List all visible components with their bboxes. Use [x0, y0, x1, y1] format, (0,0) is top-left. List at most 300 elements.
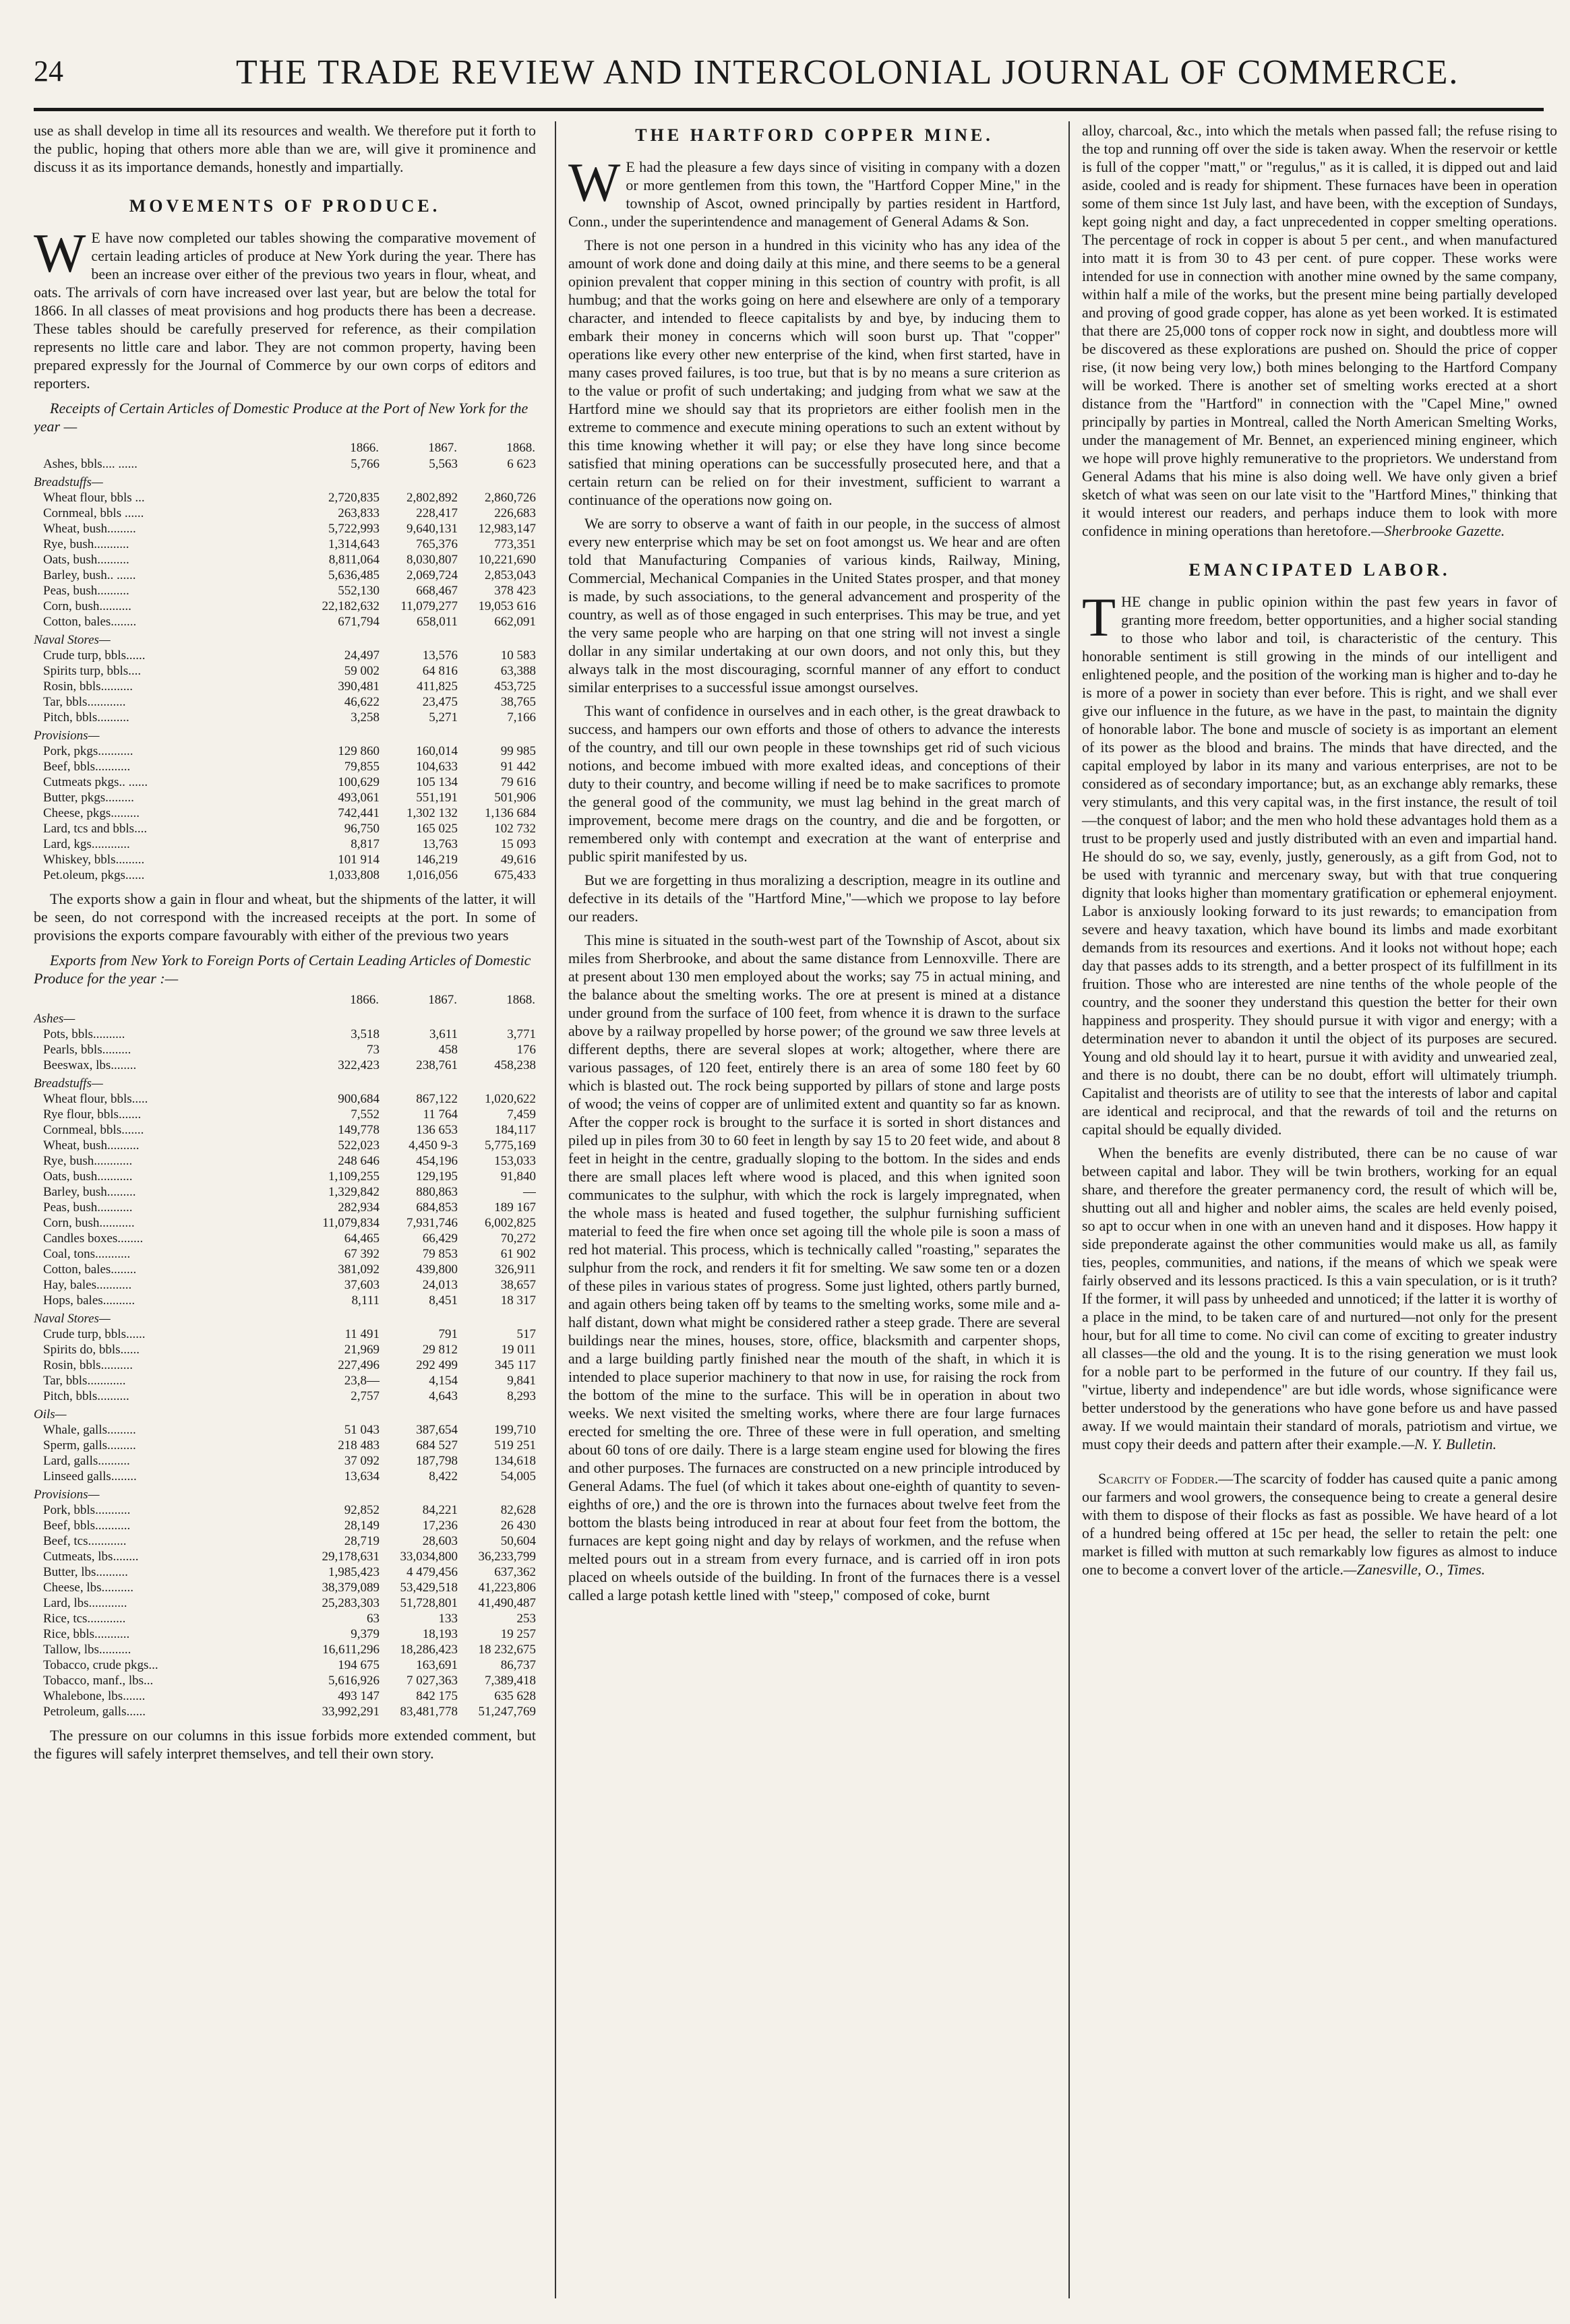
table-cell-value: 59 002 — [344, 664, 380, 678]
table-row — [34, 743, 536, 759]
table-row — [34, 1184, 536, 1200]
table-section-label: Provisions— — [34, 729, 100, 743]
table-row — [34, 1518, 536, 1533]
table-cell-value: 51,728,801 — [400, 1596, 458, 1610]
table-row-label: Wheat, bush.......... — [43, 1138, 140, 1153]
table-row-label: Wheat, bush......... — [43, 522, 136, 536]
table-cell-value: 163,691 — [416, 1658, 458, 1672]
hartford-paragraph: We are sorry to observe a want of faith in our people, in the success of almost every new enterprise which may be set on foot amongst us. We hear and are often told that Manufacturing Companies of various kinds, Railway, Mining, Commercial, Mechanical Companies in the United States prosper, and that money is made, by such associations, to the general advancement and prosperity of the country, as well as of those engaged in such enterprises. This may be true, and yet the very same people who are harping on that one string will not invest a single dollar in any similar undertaking at our own doors, and not only this, but they always talk in the most discouraging, scornful manner of any effort to conduct similar enterprises to a successful issue amongst ourselves. — [568, 515, 1060, 696]
table-row — [34, 1342, 536, 1357]
table-cell-value: 63 — [367, 1612, 380, 1626]
movements-closing: The pressure on our columns in this issue forbids more extended comment, but the figures will safely interpret themselves, and tell their own story. — [34, 1727, 536, 1762]
hartford-paragraph: This want of confidence in ourselves and in each other, is the great drawback to success, and hampers our own efforts and those of others to advance the interests of the country, and till our own people in these townships get rid of such vicious notions, and become imbued with more exalted ideas, and conceptions of their duty to their country, and become willing if need be to make sacrifices to promote the general good of the community, we must lag behind in the great march of improvement, become mere drags on the country, and die and be forgotten, or remembered only with contempt and execration at the want of enterprise and public spirit manifested by us. — [568, 702, 1060, 865]
exports-year-row — [34, 991, 536, 1008]
table-cell-value: 21,969 — [344, 1343, 380, 1357]
table-row — [34, 1042, 536, 1058]
table-cell-value: 218 483 — [338, 1438, 380, 1452]
table-section-label: Ashes— — [34, 1012, 76, 1026]
table-row — [34, 1231, 536, 1246]
table-row — [34, 1595, 536, 1611]
table-row-label: Pearls, bbls......... — [43, 1043, 131, 1057]
table-row-label: Rye flour, bbls....... — [43, 1107, 142, 1122]
table-cell-value: 1,329,842 — [328, 1185, 380, 1199]
table-cell-value: 5,636,485 — [328, 568, 380, 582]
table-row-label: Spirits do, bbls...... — [43, 1343, 140, 1357]
table-cell-value: — — [523, 1185, 536, 1199]
table-cell-value: 519 251 — [494, 1438, 536, 1452]
table-row-label: Rosin, bbls.......... — [43, 679, 133, 694]
table-row — [34, 1533, 536, 1549]
table-cell-value: 7,931,746 — [406, 1216, 458, 1230]
table-cell-value: 153,033 — [494, 1154, 536, 1168]
table-cell-value: 458 — [438, 1043, 458, 1057]
table-row — [34, 1246, 536, 1262]
table-row-label: Rice, tcs............ — [43, 1612, 126, 1626]
table-row-label: Lard, tcs and bbls.... — [43, 822, 148, 836]
receipts-table — [34, 439, 536, 883]
table-cell-value: 439,800 — [416, 1262, 458, 1277]
emancipated-text: When the benefits are evenly distributed, there can be no cause of war between capital and labor. They will be twin brothers, working for an equal share, and therefore the greater permanency cord, the result of which will be, shutting out all and higher and nobler aims, the scales are held evenly poised, so apt to occur when in one with an uneven hand and it disposes. How happy it side preponderate against the other communities would make us all, as family ties, peoples, communities, and nations, if the means of which we speak were fairly observed and its lessons practiced. Is this a vain speculation, or is it truth? If the former, it will pass by unheeded and unnoticed; if the latter it is worthy of a place in the mind, to be taken care of and nurtured—not only for the present hour, but for all time to come. No civil can come of exciting to greater industry all classes—the old and the young. It is to the rising generation we must look for a noble part to be performed in the future of our country. If they fail us, "virtue, liberty and independence" are but idle words, whose significance were better understood by the generations who have gone before us and have passed away. If we would maintain their standard of morals, patriotism and virtue, we must copy their deeds and pattern after their example. — [1082, 1144, 1557, 1452]
table-row-label: Pet.oleum, pkgs...... — [43, 868, 145, 882]
table-row-label: Whiskey, bbls......... — [43, 853, 145, 867]
table-cell-value: 11,079,834 — [322, 1216, 380, 1230]
table-cell-value: 101 914 — [338, 853, 380, 867]
emancipated-dropcap: T — [1082, 586, 1116, 648]
table-row-label: Whale, galls......... — [43, 1423, 136, 1437]
table-row — [34, 1373, 536, 1388]
receipts-year: 1867. — [428, 441, 457, 455]
fodder-body: —The scarcity of fodder has caused quite a panic among our farmers and wool growers, the consequence being to create a general desire with them to dispose of their flocks as fast as possible. We have heard of a lot of a hundred being offered at 15c per head, the seller to retain the pelt: one market is filled with mutton at such remarkably low figures as almost to induce one to become a convert lover of the article. — [1082, 1470, 1557, 1578]
table-row — [34, 774, 536, 790]
table-cell-value: 136 653 — [416, 1123, 458, 1137]
table-row-label: Lard, lbs............ — [43, 1596, 127, 1610]
table-cell-value: 12,983,147 — [478, 522, 536, 536]
fodder-attribution: —Zanesville, O., Times. — [1343, 1561, 1486, 1578]
table-row-label: Pots, bbls.......... — [43, 1027, 125, 1041]
hartford-paragraph: But we are forgetting in thus moralizing a description, meagre in its outline and defective in its details of the "Hartford Mine,"—which we propose to lay before our readers. — [568, 872, 1060, 925]
table-cell-value: 46,622 — [344, 695, 380, 709]
table-cell-value: 25,283,303 — [322, 1596, 380, 1610]
table-cell-value: 4,154 — [429, 1374, 458, 1388]
table-cell-value: 791 — [438, 1327, 458, 1341]
table-cell-value: 63,388 — [500, 664, 536, 678]
table-cell-value: 83,481,778 — [400, 1705, 458, 1719]
table-cell-value: 2,720,835 — [328, 491, 380, 505]
table-cell-value: 49,616 — [500, 853, 536, 867]
table-row — [34, 472, 536, 490]
table-cell-value: 79,855 — [344, 760, 380, 774]
table-row — [34, 1138, 536, 1153]
table-cell-value: 1,302 132 — [406, 806, 458, 820]
table-row — [34, 663, 536, 679]
table-row-label: Peas, bush.......... — [43, 584, 129, 598]
table-row — [34, 537, 536, 552]
table-cell-value: 16,611,296 — [322, 1643, 380, 1657]
table-cell-value: 7,389,418 — [485, 1674, 536, 1688]
table-cell-value: 228,417 — [416, 506, 458, 520]
table-row-label: Tobacco, manf., lbs... — [43, 1674, 154, 1688]
table-cell-value: 23,8— — [344, 1374, 380, 1388]
table-row-label: Wheat flour, bbls ... — [43, 491, 145, 505]
table-cell-value: 387,654 — [416, 1423, 458, 1437]
table-section-label: Naval Stores— — [34, 633, 111, 647]
table-cell-value: 165 025 — [416, 822, 458, 836]
table-row — [34, 710, 536, 725]
table-cell-value: 79 853 — [422, 1247, 458, 1261]
table-cell-value: 9,640,131 — [406, 522, 458, 536]
table-row-label: Butter, pkgs......... — [43, 791, 134, 805]
table-row — [34, 1169, 536, 1184]
table-cell-value: 2,802,892 — [406, 491, 458, 505]
table-row-label: Peas, bush........... — [43, 1200, 133, 1215]
table-cell-value: 79 616 — [500, 775, 536, 789]
table-cell-value: 675,433 — [494, 868, 536, 882]
table-row — [34, 1404, 536, 1422]
table-cell-value: 635 628 — [494, 1689, 536, 1703]
table-row — [34, 1453, 536, 1469]
table-row-label: Lard, kgs............ — [43, 837, 130, 851]
table-cell-value: 38,765 — [500, 695, 536, 709]
table-row-label: Corn, bush........... — [43, 1216, 135, 1230]
page-number: 24 — [34, 55, 63, 88]
table-row-label: Pitch, bbls.......... — [43, 1389, 129, 1403]
table-cell-value: 102 732 — [494, 822, 536, 836]
table-cell-value: 54,005 — [500, 1469, 536, 1484]
table-cell-value: 33,992,291 — [322, 1705, 380, 1719]
table-cell-value: 10 583 — [500, 648, 536, 663]
table-row — [34, 599, 536, 614]
table-section-label: Breadstuffs— — [34, 475, 103, 489]
table-cell-value: 458,238 — [494, 1058, 536, 1072]
table-cell-value: 194 675 — [338, 1658, 380, 1672]
table-cell-value: 5,775,169 — [485, 1138, 536, 1153]
table-cell-value: 671,794 — [338, 615, 380, 629]
table-cell-value: 64 816 — [422, 664, 458, 678]
table-cell-value: 160,014 — [416, 744, 458, 758]
receipts-note: The exports show a gain in flour and wheat, but the shipments of the latter, it will be seen, do not correspond with the increased receipts at the port. In some of provisions the exports compare favourably with either of the previous two years — [34, 890, 536, 944]
table-row-label: Beef, tcs............ — [43, 1534, 127, 1548]
table-row-label: Sperm, galls......... — [43, 1438, 136, 1452]
table-row-label: Wheat flour, bbls..... — [43, 1092, 148, 1106]
table-row-label: Linseed galls........ — [43, 1469, 137, 1484]
table-row — [34, 630, 536, 648]
table-cell-value: 96,750 — [344, 822, 380, 836]
table-cell-value: 104,633 — [416, 760, 458, 774]
table-cell-value: 1,136 684 — [485, 806, 536, 820]
table-cell-value: 253 — [516, 1612, 536, 1626]
table-cell-value: 381,092 — [338, 1262, 380, 1277]
table-cell-value: 668,467 — [416, 584, 458, 598]
table-cell-value: 28,719 — [344, 1534, 380, 1548]
table-cell-value: 187,798 — [416, 1454, 458, 1468]
newspaper-page — [34, 47, 1557, 2298]
fodder-title: Scarcity of Fodder. — [1098, 1470, 1219, 1487]
table-row — [34, 1422, 536, 1438]
table-cell-value: 7,459 — [507, 1107, 536, 1122]
table-cell-value: 842 175 — [416, 1689, 458, 1703]
table-row-label: Crude turp, bbls...... — [43, 648, 146, 663]
table-section-label: Provisions— — [34, 1488, 100, 1502]
hartford-paragraph: This mine is situated in the south-west part of the Township of Ascot, about six miles from Sherbrooke, and about the same distance from Lennoxville. There are at present about 130 men employed about the works; say 75 in actual mining, and the balance about the smelting works. The ore at present is mined at a distance under ground from the surface of 100 feet, from whence it is drawn to the surface above by a railway propelled by horse power; of the ground we saw three levels at different depths, there are several slopes at work; altogether, where there are various passages, of 120 feet, entirely there is an area of some 180 feet by 60 which is blasted out. The rock being supported by pillars of stone and large posts of wood; the veins of copper are of unlimited extent and quantity so far as known. After the copper rock is brought to the surface it is sorted in short distances and piled up in piles from 30 to 60 feet in length by say 15 to 20 feet wide, and about 8 feet in height in the centre, gradually sloping to the bottom. In the sides and ends there are small places left where wood is placed, and this when ignited soon communicates to the sulphur, with which the rock is largely impregnated, when the whole mass is heated and fused together, the sulphur furnishing sufficient material to feed the fire when once set agoing till the whole pile is soon a mass of red hot material. This process, which is technically called "roasting," separates the sulphur from the rock, and renders it fit for smelting. We saw some ten or a dozen of these piles in various states of progress. Some just lighted, others partly burned, and again others being taken off by teams to the smelting works, some mile and a-half distant, down what might be considered rather a steep grade. There are several buildings near the mines, houses, store, office, blacksmith and carpenter shops, and a large building partly finished near the mouth of the shaft, in which it is intended to place superior machinery to that now in use, for raising the rock from the bottom of the mine to the surface. This will be in operation in about two weeks. We next visited the smelting works, where there are four large furnaces erected for smelting the ore. Three of these were in full operation, and smelting about 60 tons of ore daily. There is a large steam engine used for blowing the fires and other purposes. The furnaces are constructed on a new principle introduced by General Adams. The fuel (of which it takes about one-eighth of quantity to seven-eighths of ore,) and the ore is thrown into the furnaces about twelve feet from the bottom the blasts being introduced in rear at about four feet from the bottom, the furnaces are kept going night and day by relays of workmen, and the refuse when melted pours out in a stream from every furnace, and is carried off in iron pots placed on wheels outside of the building. In front of the furnaces there is a vessel called a large potash kettle lined with "steep," composed of coke, burnt — [568, 931, 1060, 1603]
exports-year: 1868. — [506, 993, 535, 1007]
table-cell-value: 18,286,423 — [400, 1643, 458, 1657]
table-cell-value: 662,091 — [494, 615, 536, 629]
emancipated-attribution: —N. Y. Bulletin. — [1401, 1436, 1497, 1452]
table-row — [34, 1107, 536, 1122]
table-row-label: Barley, bush.. ...... — [43, 568, 136, 582]
table-cell-value: 53,429,518 — [400, 1581, 458, 1595]
table-cell-value: 11 764 — [423, 1107, 458, 1122]
table-cell-value: 13,763 — [422, 837, 458, 851]
table-row — [34, 1484, 536, 1502]
table-row-label: Crude turp, bbls...... — [43, 1327, 146, 1341]
table-cell-value: 129 860 — [338, 744, 380, 758]
table-row — [34, 1008, 536, 1027]
table-cell-value: 227,496 — [338, 1358, 380, 1372]
exports-caption: Exports from New York to Foreign Ports of Certain Leading Articles of Domestic Produce for the year :— — [34, 952, 531, 987]
table-row-label: Corn, bush.......... — [43, 599, 131, 613]
table-cell-value: 64,465 — [344, 1231, 380, 1246]
table-row — [34, 694, 536, 710]
table-row-label: Cutmeats pkgs.. ...... — [43, 775, 148, 789]
table-row — [34, 725, 536, 743]
table-row — [34, 1673, 536, 1688]
exports-table — [34, 991, 536, 1719]
receipts-year: 1868. — [506, 441, 535, 455]
table-cell-value: 5,616,926 — [328, 1674, 380, 1688]
table-row-label: Hops, bales.......... — [43, 1293, 135, 1308]
table-cell-value: 15 093 — [500, 837, 536, 851]
table-row-label: Beeswax, lbs........ — [43, 1058, 137, 1072]
table-row — [34, 456, 536, 472]
table-cell-value: 7,166 — [507, 710, 536, 725]
hartford-text: E had the pleasure a few days since of visiting in company with a dozen or more gentlemen from this town, the "Hartford Copper Mine," in the township of Ascot, owned principally by parties resident in Hartford, Conn., under the superintendence and management of General Adams & Son. — [568, 158, 1060, 230]
table-cell-value: 7 027,363 — [406, 1674, 458, 1688]
table-cell-value: 493,061 — [338, 791, 380, 805]
table-cell-value: 551,191 — [416, 791, 458, 805]
table-cell-value: 189 167 — [494, 1200, 536, 1215]
table-cell-value: 5,271 — [429, 710, 458, 725]
table-cell-value: 326,911 — [494, 1262, 536, 1277]
table-cell-value: 1,033,808 — [328, 868, 380, 882]
table-row — [34, 805, 536, 821]
table-row-label: Hay, bales........... — [43, 1278, 132, 1292]
exports-year: 1867. — [428, 993, 457, 1007]
table-cell-value: 38,379,089 — [322, 1581, 380, 1595]
column-middle — [555, 121, 1060, 2298]
table-row — [34, 568, 536, 583]
table-row-label: Cornmeal, bbls....... — [43, 1123, 144, 1137]
hartford-attribution: —Sherbrooke Gazette. — [1370, 522, 1505, 539]
table-cell-value: 26 430 — [500, 1519, 536, 1533]
table-cell-value: 765,376 — [416, 537, 458, 551]
table-row — [34, 1438, 536, 1453]
table-cell-value: 637,362 — [494, 1565, 536, 1579]
receipts-year-row — [34, 439, 536, 456]
table-cell-value: 867,122 — [416, 1092, 458, 1106]
table-row — [34, 1091, 536, 1107]
table-row — [34, 506, 536, 521]
table-row-label: Cotton, bales........ — [43, 615, 137, 629]
table-cell-value: 73 — [367, 1043, 380, 1057]
table-cell-value: 133 — [438, 1612, 458, 1626]
table-cell-value: 36,233,799 — [478, 1550, 536, 1564]
table-cell-value: 11 491 — [344, 1327, 380, 1341]
table-row — [34, 1027, 536, 1042]
table-row — [34, 1200, 536, 1215]
table-row — [34, 759, 536, 774]
table-cell-value: 5,563 — [429, 457, 458, 471]
table-row-label: Pork, bbls........... — [43, 1503, 131, 1517]
table-cell-value: 2,853,043 — [485, 568, 536, 582]
table-row-label: Butter, lbs.......... — [43, 1565, 128, 1579]
table-cell-value: 199,710 — [494, 1423, 536, 1437]
table-cell-value: 29 812 — [422, 1343, 458, 1357]
table-cell-value: 4,643 — [429, 1389, 458, 1403]
table-cell-value: 37 092 — [344, 1454, 380, 1468]
table-row — [34, 1564, 536, 1580]
table-cell-value: 92,852 — [344, 1503, 380, 1517]
table-row-label: Tar, bbls............ — [43, 695, 126, 709]
table-row — [34, 1469, 536, 1484]
table-cell-value: 411,825 — [416, 679, 458, 694]
movements-heading: MOVEMENTS OF PRODUCE. — [129, 196, 441, 216]
table-cell-value: 33,034,800 — [400, 1550, 458, 1564]
table-cell-value: 11,079,277 — [400, 599, 458, 613]
table-cell-value: 2,069,724 — [406, 568, 458, 582]
table-cell-value: 684 527 — [416, 1438, 458, 1452]
table-cell-value: 773,351 — [494, 537, 536, 551]
table-row-label: Spirits turp, bbls.... — [43, 664, 142, 678]
table-cell-value: 263,833 — [338, 506, 380, 520]
table-cell-value: 4,450 9-3 — [409, 1138, 458, 1153]
table-row — [34, 790, 536, 805]
table-cell-value: 84,221 — [422, 1503, 458, 1517]
column-right — [1068, 121, 1557, 2298]
table-cell-value: 8,451 — [429, 1293, 458, 1308]
emancipated-heading: EMANCIPATED LABOR. — [1188, 560, 1451, 580]
receipts-caption: Receipts of Certain Articles of Domestic Produce at the Port of New York for the year — — [34, 400, 529, 435]
table-row — [34, 1657, 536, 1673]
table-cell-value: 552,130 — [338, 584, 380, 598]
table-row — [34, 1122, 536, 1138]
table-cell-value: 29,178,631 — [322, 1550, 380, 1564]
table-cell-value: 5,766 — [351, 457, 380, 471]
table-row — [34, 867, 536, 883]
table-cell-value: 67 392 — [344, 1247, 380, 1261]
table-row — [34, 1688, 536, 1704]
table-cell-value: 28,603 — [422, 1534, 458, 1548]
table-row — [34, 1704, 536, 1719]
table-section-label: Breadstuffs— — [34, 1076, 103, 1091]
table-section-label: Naval Stores— — [34, 1312, 111, 1326]
table-row — [34, 1580, 536, 1595]
emancipated-text: HE change in public opinion within the past few years in favor of granting more freedom, better opportunities, and a higher social standing to those who labor and toil, is characteristic of the century. This honorable sentiment is still growing in the minds of our intelligent and enlightened people, and the position of the working man is higher and to-day he is more of a power in society than ever before. This is right, and we shall ever give our influence in the future, as we have in the past, to maintain the dignity of honorable labor. The bone and muscle of society is as important an element of its power as the blood and brains. The minds that have directed, and the capital employed by labor in its many and various enterprises, are not to be considered as of secondary importance; but, as an exchange ably remarks, these very stimulants, and this very capital was, in the first instance, the result of toil—the conquest of labor; and the men who hold these advantages hold them as a trust to be properly used and justly distributed with an even and impartial hand. He should do so, we say, evenly, justly, generously, as a gift from God, not to be used with tyrannic and mercenary sway, but with that true conquering dignity that looks higher than momentary gratification or ephemeral enjoyment. Labor is anxiously looking forward to its just rewards; to emancipation from severe and heavy taxation, which have bound its limbs and made exorbitant demands from its resources and exertions. And it looks not without hope; each day that passes adds to its strength, and a better prospect of its fulfillment in its fruition. Those who are interested are nine tenths of the whole people of the country, and the sooner they understand this question the better for their own happiness and prosperity. They should pursue it with vigor and energy; with a determination never to abandon it until the object of its purposes are secured. Young and old should lay it to heart, pursue it with avidity and unwearied zeal, and there is no doubt, there can be no doubt, effort will ultimately triumph. Capitalist and theorists are of utility to see that the interests of labor and capital are identical and reciprocal, and that the rewards of toil and the returns on capital should be equally divided. — [1082, 593, 1557, 1138]
table-row — [34, 679, 536, 694]
table-cell-value: 238,761 — [416, 1058, 458, 1072]
table-cell-value: 8,030,807 — [406, 553, 458, 567]
table-cell-value: 28,149 — [344, 1519, 380, 1533]
table-cell-value: 19 257 — [500, 1627, 536, 1641]
table-cell-value: 13,576 — [422, 648, 458, 663]
table-cell-value: 684,853 — [416, 1200, 458, 1215]
table-cell-value: 7,552 — [351, 1107, 380, 1122]
table-cell-value: 522,023 — [338, 1138, 380, 1153]
table-row — [34, 1262, 536, 1277]
table-cell-value: 3,258 — [351, 710, 380, 725]
table-cell-value: 13,634 — [344, 1469, 380, 1484]
table-cell-value: 493 147 — [338, 1689, 380, 1703]
table-cell-value: 86,737 — [500, 1658, 536, 1672]
table-cell-value: 19,053 616 — [478, 599, 536, 613]
receipts-year: 1866. — [350, 441, 379, 455]
table-cell-value: 134,618 — [494, 1454, 536, 1468]
table-row — [34, 1502, 536, 1518]
hartford-continued-text: alloy, charcoal, &c., into which the metals when passed fall; the refuse rising to the top and running off over the side is taken away. When the reservoir or kettle is full of the copper "matt," or "regulus," as it is called, it is dipped out and laid aside, cooled and is ready for shipment. These furnaces have been in operation some of them since 1st July last, and have been, with the exception of Sundays, kept going night and day, a fact unprecedented in copper smelting operations. The percentage of rock in copper is about 5 per cent., and when manufactured into matt it is from 30 to 43 per cent. of pure copper. These works were intended for use in connection with another mine owned by the same company, within half a mile of the works, but the present mine being partially developed and proving of good grade copper, has alone as yet been worked. It is estimated that there are 25,000 tons of copper rock now in sight, and doubtless more will be discovered as these explorations are pushed on. Should the price of copper rise, (it now being very low,) both mines belonging to the Hartford Company will be worked. There is another set of smelting works erected at a short distance from the "Hartford" in connection with the "Capel Mine," owned principally by parties in Montreal, called the North American Smelting Works, under the management of Mr. Bennet, an experienced mining engineer, which we hope will prove highly remunerative to the proprietors. We understand from General Adams that his mine is also doing well. We have only given a brief sketch of what was seen on our late visit to the "Hartford Mines," thinking that it would interest our readers, and perhaps induce them to look with more confidence in mining operations than heretofore. — [1082, 122, 1557, 539]
table-cell-value: 226,683 — [494, 506, 536, 520]
table-cell-value: 41,223,806 — [478, 1581, 536, 1595]
table-cell-value: 3,611 — [429, 1027, 458, 1041]
table-row-label: Tallow, lbs.......... — [43, 1643, 131, 1657]
table-row — [34, 852, 536, 867]
table-cell-value: 5,722,993 — [328, 522, 380, 536]
table-cell-value: 38,657 — [500, 1278, 536, 1292]
table-row — [34, 1308, 536, 1326]
table-row-label: Rye, bush........... — [43, 537, 129, 551]
hartford-paragraph: There is not one person in a hundred in this vicinity who has any idea of the amount of work done and doing daily at this mine, and there seems to be a general opinion prevalent that copper mining in this section of country with profit, is all humbug; and that the works going on here and elsewhere are only of a temporary character, and intended to fleece capitalists by and bye, by inducing them to embark their money in concerns which will soon burst up. That "copper" operations like every other new enterprise of the kind, when first started, have in many cases proved failures, is too true, but that is by no means a sure criterion as to the value or profit of such undertaking; and judging from what we saw at the Hartford mine we should say that its proprietors are either foolish men in the extreme to commence and execute mining operations to such an extent without by this time knowing whether it will pay; or else they have long since become satisfied that mining operations can be successfully prosecuted here, and that a certain return can be relied on for their investment, sufficient to warrant a continuance of the operations now going on. — [568, 237, 1060, 508]
table-row-label: Beef, bbls........... — [43, 1519, 131, 1533]
table-row-label: Oats, bush........... — [43, 1169, 133, 1184]
table-cell-value: 378 423 — [494, 584, 536, 598]
hartford-continued — [1082, 121, 1557, 540]
table-row-label: Rosin, bbls.......... — [43, 1358, 133, 1372]
table-cell-value: 658,011 — [416, 615, 458, 629]
table-cell-value: 23,475 — [422, 695, 458, 709]
table-cell-value: 345 117 — [494, 1358, 536, 1372]
table-cell-value: 99 985 — [500, 744, 536, 758]
table-row — [34, 521, 536, 537]
table-row — [34, 1326, 536, 1342]
table-row-label: Pork, pkgs........... — [43, 744, 133, 758]
table-cell-value: 17,236 — [422, 1519, 458, 1533]
table-cell-value: 24,013 — [422, 1278, 458, 1292]
table-cell-value: 8,817 — [351, 837, 380, 851]
table-row-label: Pitch, bbls.......... — [43, 710, 129, 725]
table-cell-value: 10,221,690 — [478, 553, 536, 567]
table-cell-value: 91 442 — [500, 760, 536, 774]
table-cell-value: 19 011 — [501, 1343, 536, 1357]
table-cell-value: 292 499 — [416, 1358, 458, 1372]
exports-year: 1866. — [350, 993, 379, 1007]
table-cell-value: 149,778 — [338, 1123, 380, 1137]
table-cell-value: 22,182,632 — [322, 599, 380, 613]
table-row — [34, 648, 536, 663]
table-cell-value: 129,195 — [416, 1169, 458, 1184]
table-row-label: Whalebone, lbs....... — [43, 1689, 146, 1703]
table-cell-value: 248 646 — [338, 1154, 380, 1168]
table-row — [34, 583, 536, 599]
table-cell-value: 91,840 — [500, 1169, 536, 1184]
table-row-label: Cornmeal, bbls ...... — [43, 506, 144, 520]
hartford-dropcap: W — [568, 152, 621, 213]
table-cell-value: 8,111 — [351, 1293, 380, 1308]
table-cell-value: 61 902 — [500, 1247, 536, 1261]
page-header — [34, 47, 1544, 111]
table-row — [34, 1642, 536, 1657]
table-row-label: Cotton, bales........ — [43, 1262, 137, 1277]
table-cell-value: 24,497 — [344, 648, 380, 663]
table-cell-value: 82,628 — [500, 1503, 536, 1517]
